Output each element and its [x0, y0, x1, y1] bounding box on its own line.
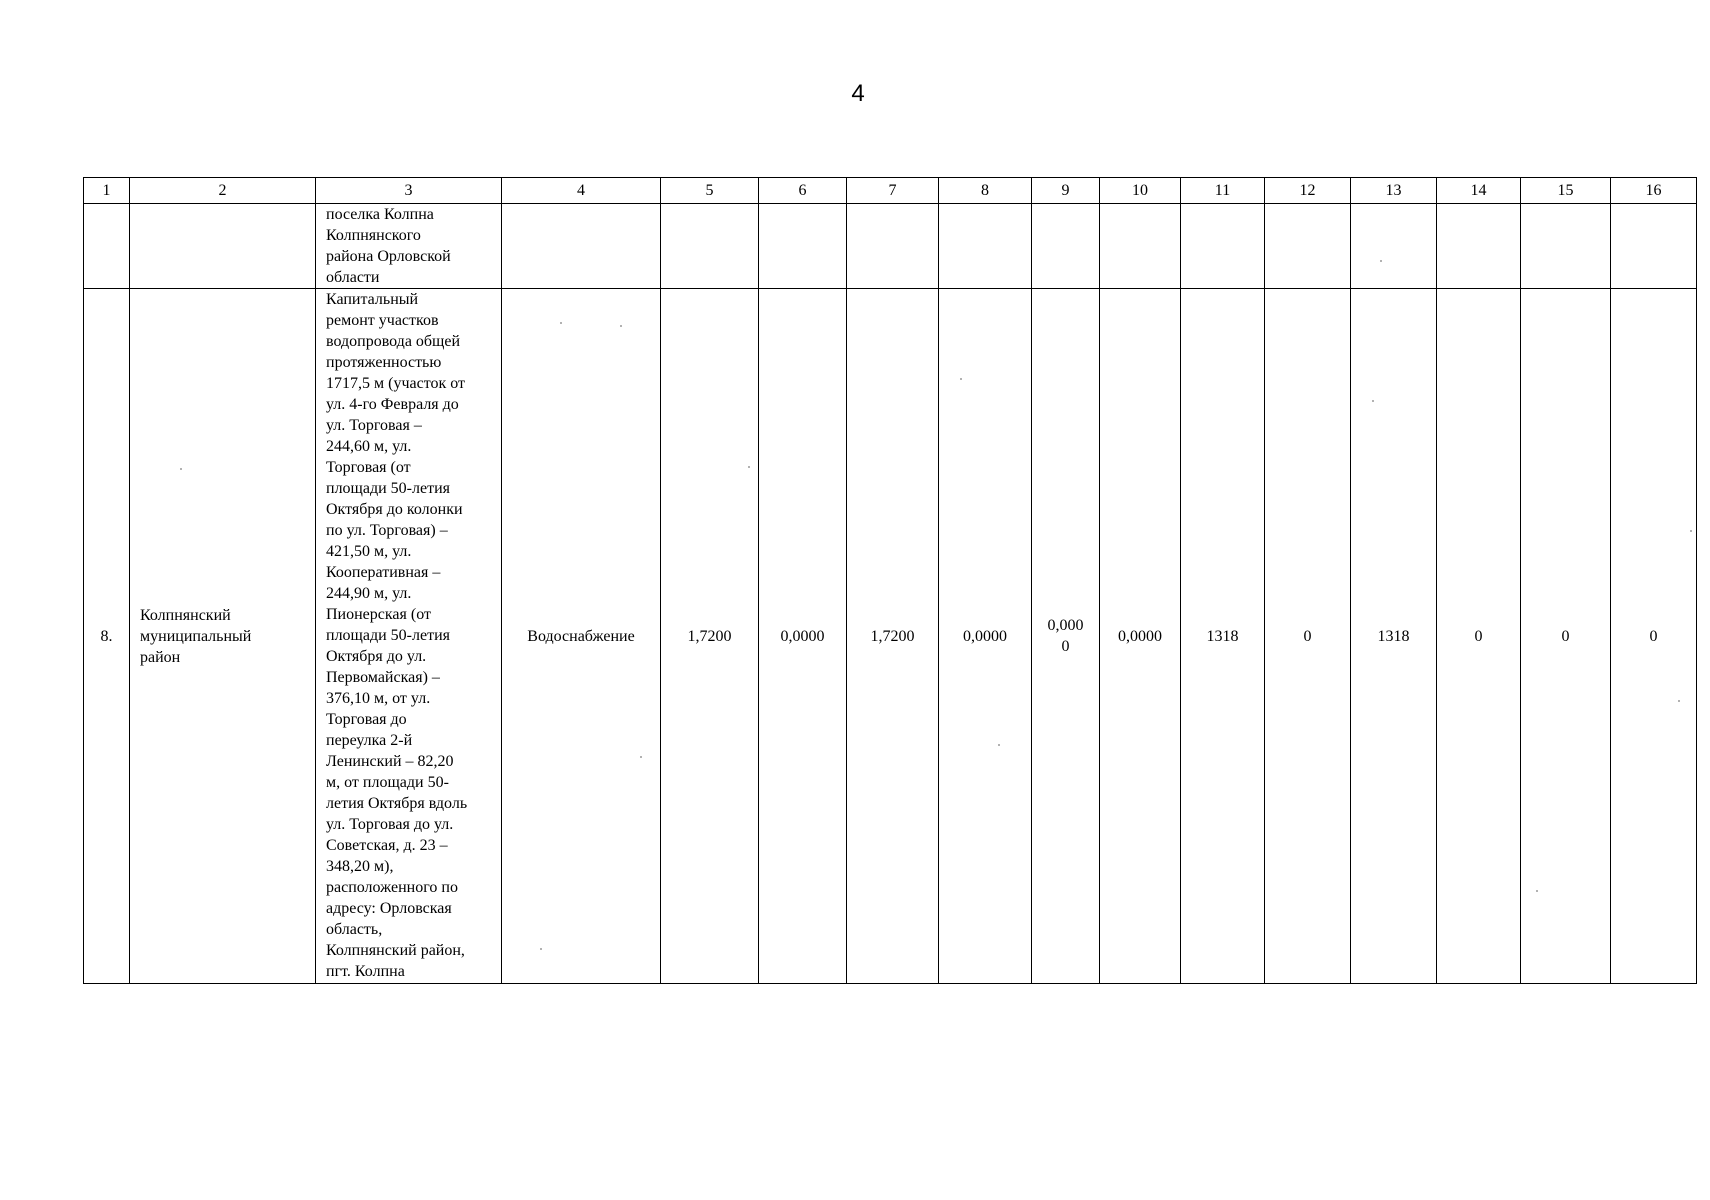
column-header: 8	[939, 178, 1032, 204]
page-number: 4	[851, 80, 865, 107]
table-cell	[502, 204, 661, 289]
object-description-cell: Капитальный ремонт участков водопровода общей протяженностью 1717,5 м (участок от ул. 4-го Февраля до ул. Торговая – 244,60 м, ул. Торговая (от площади 50-летия Октября до колонки по ул. Торговая) – 421,50 м, ул. Кооперативная – 244,90 м, ул. Пионерская (от площади 50-летия Октября до ул. Первомайская) – 376,10 м, от ул. Торговая до переулка 2-й Ленинский – 82,20 м, от площади 50- летия Октября вдоль ул. Торговая до ул. Советская, д. 23 – 348,20 м), расположенного по адресу: Орловская область, Колпнянский район, пгт. Колпна	[316, 289, 502, 984]
scan-speck	[1678, 700, 1680, 702]
table-cell	[939, 204, 1032, 289]
value-cell: 0,0000	[1100, 289, 1181, 984]
table-cell	[130, 204, 316, 289]
column-header: 4	[502, 178, 661, 204]
scan-speck	[960, 378, 962, 380]
table-row	[84, 289, 1697, 984]
table-cell	[1265, 204, 1351, 289]
value-cell: 0	[1611, 289, 1697, 984]
table-cell	[661, 204, 759, 289]
scan-speck	[540, 948, 542, 950]
object-description-cell: поселка Колпна Колпнянского района Орловской области	[316, 204, 502, 289]
column-header: 5	[661, 178, 759, 204]
scan-speck	[1690, 530, 1692, 532]
value-cell: 0	[1521, 289, 1611, 984]
table-cell	[1351, 204, 1437, 289]
value-cell: 1318	[1351, 289, 1437, 984]
value-cell: 1,7200	[847, 289, 939, 984]
district-cell: Колпнянский муниципальный район	[130, 289, 316, 984]
column-header: 3	[316, 178, 502, 204]
column-header: 16	[1611, 178, 1697, 204]
column-header: 9	[1032, 178, 1100, 204]
scan-speck	[748, 466, 750, 468]
column-header: 11	[1181, 178, 1265, 204]
scan-speck	[640, 756, 642, 758]
value-cell: 0,0000	[759, 289, 847, 984]
value-cell: 0	[1265, 289, 1351, 984]
scan-speck	[998, 744, 1000, 746]
scan-speck	[1372, 400, 1374, 402]
table-cell	[847, 204, 939, 289]
column-header: 10	[1100, 178, 1181, 204]
table-cell	[1521, 204, 1611, 289]
column-header: 2	[130, 178, 316, 204]
column-header: 14	[1437, 178, 1521, 204]
table-cell	[1032, 204, 1100, 289]
table-cell	[759, 204, 847, 289]
value-cell: 0	[1437, 289, 1521, 984]
value-cell: 0,000 0	[1032, 289, 1100, 984]
column-header: 12	[1265, 178, 1351, 204]
scan-speck	[1380, 260, 1382, 262]
column-number-row	[84, 178, 1697, 204]
table-cell	[1181, 204, 1265, 289]
scan-speck	[1536, 890, 1538, 892]
value-cell: 1,7200	[661, 289, 759, 984]
row-number-cell: 8.	[84, 289, 130, 984]
column-header: 15	[1521, 178, 1611, 204]
table-cell	[1611, 204, 1697, 289]
table-cell	[84, 204, 130, 289]
scan-speck	[560, 322, 562, 324]
category-cell: Водоснабжение	[502, 289, 661, 984]
scan-speck	[180, 468, 182, 470]
column-header: 1	[84, 178, 130, 204]
continuation-row	[84, 204, 1697, 289]
column-header: 6	[759, 178, 847, 204]
table-cell	[1100, 204, 1181, 289]
column-header: 13	[1351, 178, 1437, 204]
data-table	[83, 177, 1697, 984]
scan-speck	[620, 325, 622, 327]
value-cell: 0,0000	[939, 289, 1032, 984]
column-header: 7	[847, 178, 939, 204]
value-cell: 1318	[1181, 289, 1265, 984]
table-cell	[1437, 204, 1521, 289]
